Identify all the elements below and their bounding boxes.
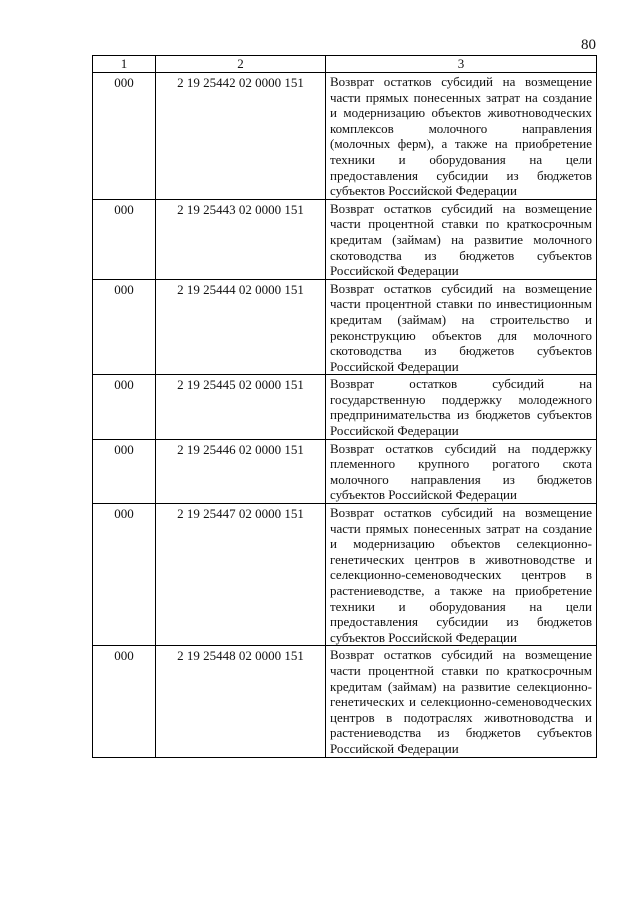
table-row	[93, 646, 597, 757]
table-row	[93, 73, 597, 200]
revenue-code-cell: 2 19 25442 02 0000 151	[156, 73, 326, 200]
revenue-name-cell: Возврат остатков субсидий на возмещение части процентной ставки по инвестиционным кредитам (займам) на строительство и реконструкцию объектов для молочного скотоводства из бюджетов субъектов Российской Федерации	[326, 279, 597, 375]
admin-code-cell: 000	[93, 375, 156, 439]
revenue-name-cell: Возврат остатков субсидий на возмещение части прямых понесенных затрат на создание и модернизацию объектов животноводческих комплексов молочного направления (молочных ферм), а также на приобретение техники и оборудования на цели предоставления субсидии из бюджетов субъектов Российской Федерации	[326, 73, 597, 200]
revenue-code-cell: 2 19 25448 02 0000 151	[156, 646, 326, 757]
revenue-name-cell: Возврат остатков субсидий на государственную поддержку молодежного предпринимательства из бюджетов субъектов Российской Федерации	[326, 375, 597, 439]
revenue-code-cell: 2 19 25444 02 0000 151	[156, 279, 326, 375]
admin-code-cell: 000	[93, 646, 156, 757]
admin-code-cell: 000	[93, 504, 156, 646]
column-header-3: 3	[326, 56, 597, 73]
admin-code-cell: 000	[93, 73, 156, 200]
admin-code-cell: 000	[93, 439, 156, 503]
table-header-row	[93, 56, 597, 73]
revenue-name-cell: Возврат остатков субсидий на поддержку племенного крупного рогатого скота молочного направления из бюджетов субъектов Российской Федерации	[326, 439, 597, 503]
admin-code-cell: 000	[93, 199, 156, 279]
revenue-code-cell: 2 19 25443 02 0000 151	[156, 199, 326, 279]
table-row	[93, 279, 597, 375]
revenue-name-cell: Возврат остатков субсидий на возмещение части процентной ставки по краткосрочным кредитам (займам) на развитие селекционно-генетических и селекционно-семеноводческих центров в подотраслях животноводства и растениеводства из бюджетов субъектов Российской Федерации	[326, 646, 597, 757]
table-row	[93, 199, 597, 279]
budget-classification-table	[92, 55, 597, 758]
table-row	[93, 439, 597, 503]
revenue-code-cell: 2 19 25445 02 0000 151	[156, 375, 326, 439]
revenue-name-cell: Возврат остатков субсидий на возмещение части прямых понесенных затрат на создание и модернизацию объектов селекционно-генетических центров в животноводстве и селекционно-семеноводческих центров в растениеводстве, а также на приобретение техники и оборудования на цели предоставления субсидии из бюджетов субъектов Российской Федерации	[326, 504, 597, 646]
admin-code-cell: 000	[93, 279, 156, 375]
page-number: 80	[581, 37, 596, 53]
revenue-code-cell: 2 19 25447 02 0000 151	[156, 504, 326, 646]
revenue-name-cell: Возврат остатков субсидий на возмещение части процентной ставки по краткосрочным кредитам (займам) на развитие молочного скотоводства из бюджетов субъектов Российской Федерации	[326, 199, 597, 279]
column-header-2: 2	[156, 56, 326, 73]
table-row	[93, 375, 597, 439]
revenue-code-cell: 2 19 25446 02 0000 151	[156, 439, 326, 503]
column-header-1: 1	[93, 56, 156, 73]
table-row	[93, 504, 597, 646]
